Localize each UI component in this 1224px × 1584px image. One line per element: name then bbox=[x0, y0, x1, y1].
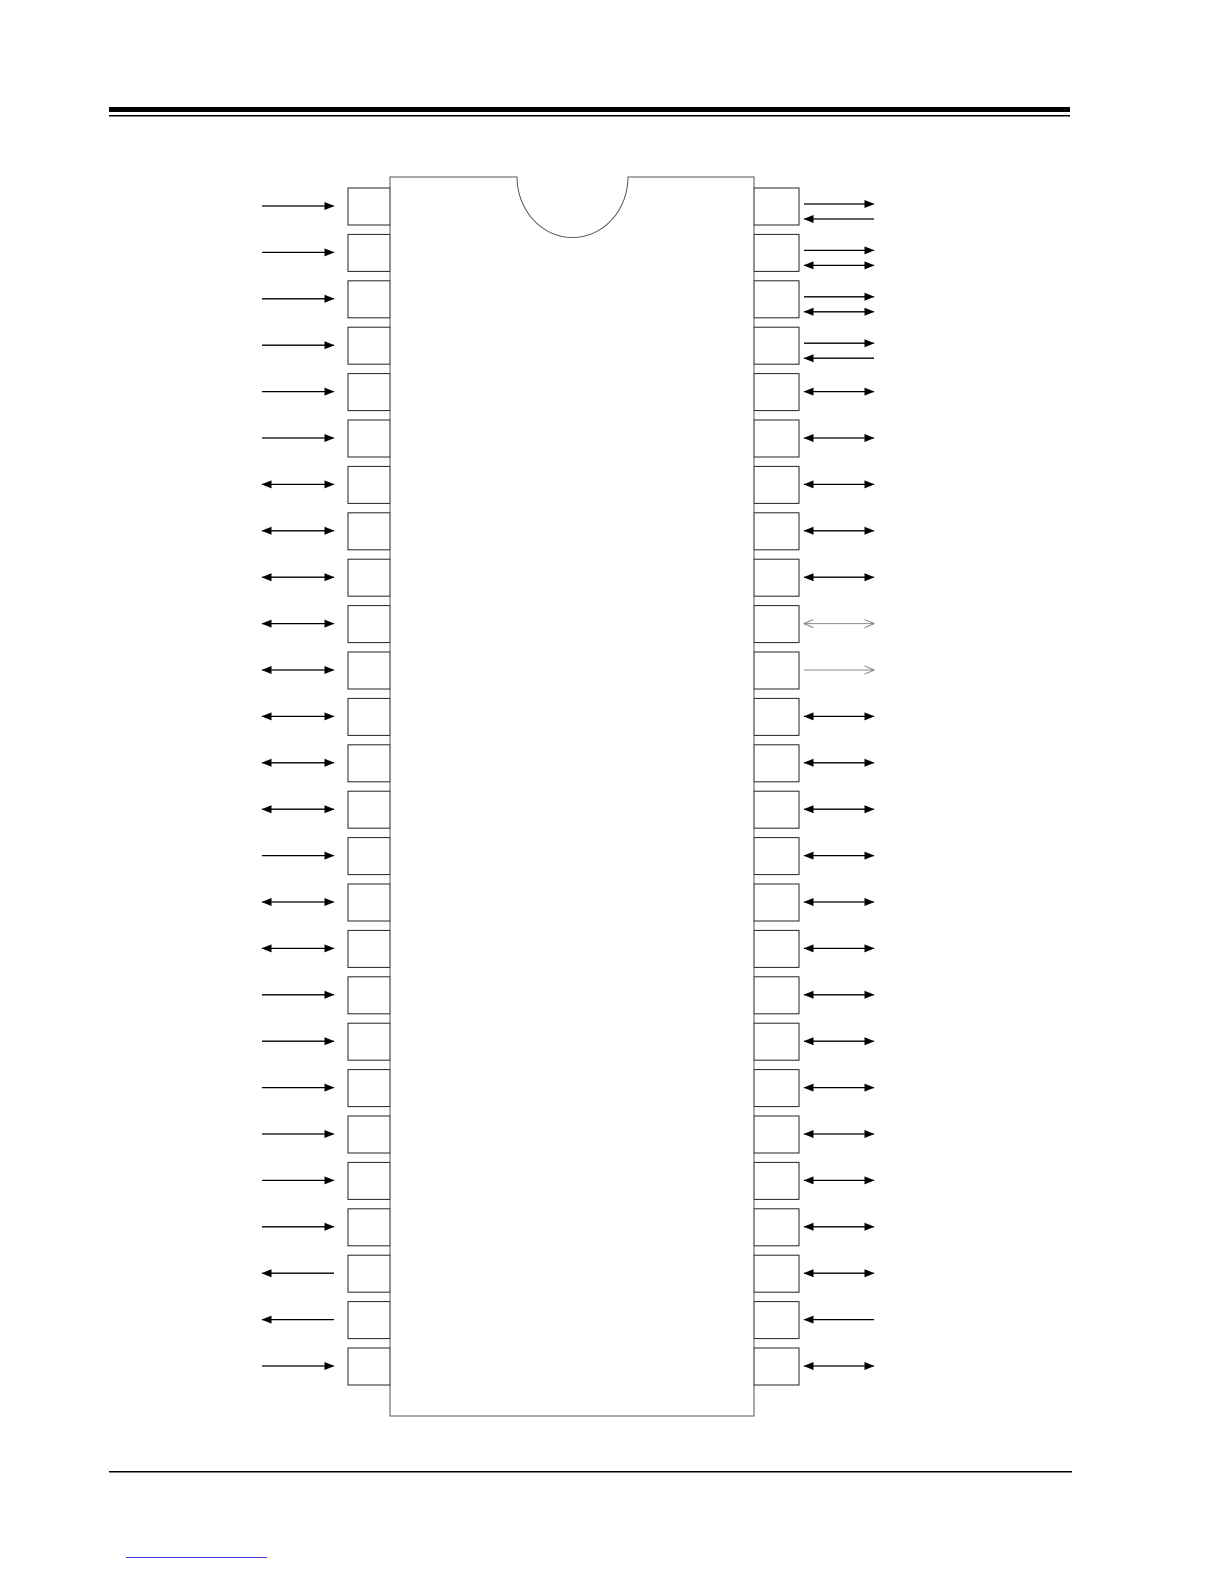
pin-box-11 bbox=[348, 652, 390, 689]
pin-box-43 bbox=[754, 606, 799, 643]
pin-box-21 bbox=[348, 1116, 390, 1153]
pin-box-52 bbox=[754, 188, 799, 225]
pin-box-3 bbox=[348, 281, 390, 318]
pin-box-41 bbox=[754, 698, 799, 735]
pin-box-33 bbox=[754, 1070, 799, 1107]
pin-box-49 bbox=[754, 327, 799, 364]
ic-body bbox=[390, 177, 754, 1416]
pin-box-17 bbox=[348, 930, 390, 967]
pin-box-22 bbox=[348, 1162, 390, 1199]
pin-box-40 bbox=[754, 745, 799, 782]
pin-box-32 bbox=[754, 1116, 799, 1153]
pin-box-1 bbox=[348, 188, 390, 225]
pin-box-35 bbox=[754, 977, 799, 1014]
pin-box-16 bbox=[348, 884, 390, 921]
pin-box-7 bbox=[348, 466, 390, 503]
pin-box-30 bbox=[754, 1209, 799, 1246]
footer-rule bbox=[109, 1471, 1072, 1473]
pin-box-13 bbox=[348, 745, 390, 782]
pin-box-27 bbox=[754, 1348, 799, 1385]
pin-box-6 bbox=[348, 420, 390, 457]
pin-box-39 bbox=[754, 791, 799, 828]
pin-box-50 bbox=[754, 281, 799, 318]
left-pin-group bbox=[262, 188, 390, 1385]
pin-box-23 bbox=[348, 1209, 390, 1246]
pin-box-51 bbox=[754, 234, 799, 271]
pin-box-46 bbox=[754, 466, 799, 503]
pin-box-15 bbox=[348, 838, 390, 875]
pin-box-10 bbox=[348, 606, 390, 643]
pin-box-31 bbox=[754, 1162, 799, 1199]
pin-box-18 bbox=[348, 977, 390, 1014]
pin-box-28 bbox=[754, 1302, 799, 1339]
pin-box-44 bbox=[754, 559, 799, 596]
pin-box-37 bbox=[754, 884, 799, 921]
pin-box-42 bbox=[754, 652, 799, 689]
pin-box-19 bbox=[348, 1023, 390, 1060]
pin-box-8 bbox=[348, 513, 390, 550]
right-pin-group bbox=[754, 188, 874, 1385]
pin-box-12 bbox=[348, 698, 390, 735]
header-thick-rule bbox=[109, 107, 1070, 112]
pin-box-2 bbox=[348, 234, 390, 271]
pin-box-25 bbox=[348, 1302, 390, 1339]
pin-box-36 bbox=[754, 930, 799, 967]
pin-box-29 bbox=[754, 1255, 799, 1292]
pin-box-26 bbox=[348, 1348, 390, 1385]
pin-box-38 bbox=[754, 838, 799, 875]
pin-box-34 bbox=[754, 1023, 799, 1060]
pin-box-20 bbox=[348, 1070, 390, 1107]
header-thin-rule bbox=[109, 115, 1070, 117]
pin-box-9 bbox=[348, 559, 390, 596]
footer-link-underline[interactable] bbox=[126, 1557, 267, 1558]
pin-box-5 bbox=[348, 374, 390, 411]
pin-box-45 bbox=[754, 513, 799, 550]
pin-box-47 bbox=[754, 420, 799, 457]
pin-box-24 bbox=[348, 1255, 390, 1292]
pin-box-48 bbox=[754, 374, 799, 411]
pin-box-14 bbox=[348, 791, 390, 828]
pin-box-4 bbox=[348, 327, 390, 364]
